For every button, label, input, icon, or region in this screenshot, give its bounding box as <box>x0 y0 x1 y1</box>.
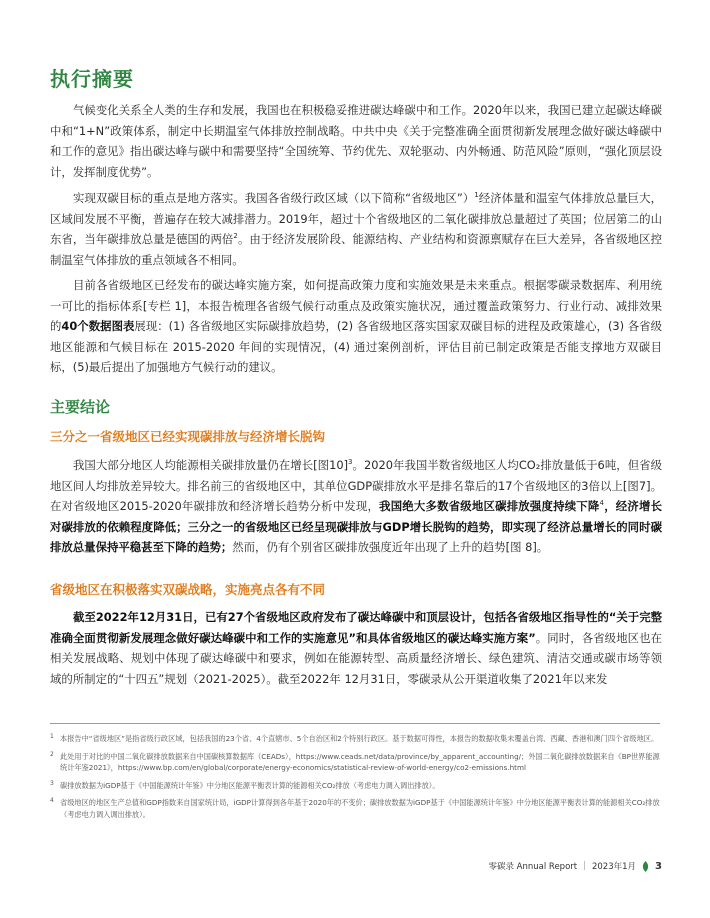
c1-bold-1: 我国绝大多数省级地区碳排放强度持续下降 <box>379 499 600 513</box>
c1-c: 然而，仍有个别省区碳排放强度近年出现了上升的趋势[图 8]。 <box>232 540 549 554</box>
footnote-divider <box>50 723 660 724</box>
c1-a: 我国大部分地区人均能源相关碳排放量仍在增长[图10] <box>73 458 349 472</box>
footnote-3 <box>50 780 660 792</box>
intro-paragraph-1-text: 气候变化关系全人类的生存和发展，我国也在积极稳妥推进碳达峰碳中和工作。2020年以来，我国已建立起碳达峰碳中和“1+N”政策体系，制定中长期温室气体排放控制战略。中共中央《关于完整准确全面贯彻新发展理念做好碳达峰碳中和工作的意见》指出碳达峰与碳中和需要坚持“全国统筹、节约优先、双轮驱动、内外畅通、防范风险”原则，“强化顶层设计，发挥制度优势”。 <box>50 103 662 179</box>
subsection-heading-decoupling: 三分之一省级地区已经实现碳排放与经济增长脱钩 <box>50 429 326 444</box>
footnote-2 <box>50 751 660 774</box>
c2-rest: 。同时，各省级地区也在相关发展战略、规划中体现了碳达峰碳中和要求，例如在能源转型、高质量经济增长、绿色建筑、清洁交通或碳市场等领域的所制定的“十四五”规划（2021-2025）。截至2022年 12月31日，零碳录从公开渠道收集了2021年以来发 <box>50 630 662 686</box>
intro-p2-b: 经济体量和温室气体排放总量巨大，区域间发展不平衡，普遍存在较大减排潜力。2019年，超过十个省级地区的二氧化碳排放总量超过了英国；位居第二的山东省，当年碳排放总量是德国的两倍 <box>50 191 662 246</box>
footer-separator: | <box>583 861 586 871</box>
footnote-text: 此处用于对比的中国二氧化碳排放数据来自中国碳核算数据库（CEADs），https://www.ceads.net/data/province/by_apparent_accounting/；外国二氧化碳排放数据来自《BP世界能源统计年鉴2021》，https://www.bp.com/en/global/corporate/energy-economics/statistical-review-of-world-energy/co2-emissions.html <box>60 751 660 772</box>
footnote-ref-3[interactable]: 3 <box>348 458 353 467</box>
intro-paragraph-1 <box>50 100 662 182</box>
footnotes <box>50 733 660 826</box>
intro-paragraph-3 <box>50 275 662 378</box>
page-title: 执行摘要 <box>50 67 134 91</box>
footnote-number: 2 <box>50 750 54 758</box>
footnote-number: 3 <box>50 779 54 787</box>
footnote-4 <box>50 797 660 820</box>
footnote-ref-2[interactable]: 2 <box>233 232 238 241</box>
footnote-number: 1 <box>50 733 54 740</box>
footnote-ref-4[interactable]: 4 <box>599 499 604 508</box>
conclusion-paragraph-2 <box>50 607 662 689</box>
c1-bold-2: ，经济增长对碳排放的依赖程度降低；三分之一的省级地区已经呈现碳排放与GDP增长脱钩的趋势，即实现了经济总量增长的同时碳排放总量保持平稳甚至下降的趋势； <box>50 499 662 554</box>
footnote-1 <box>50 733 660 745</box>
c2-bold: 截至2022年12月31日，已有27个省级地区政府发布了碳达峰碳中和顶层设计，包括各省级地区指导性的“关于完整准确全面贯彻新发展理念做好碳达峰碳中和工作的实施意见”和具体省级地区的碳达峰实施方案” <box>50 610 662 645</box>
footer-brand: 零碳录 Annual Report <box>488 862 578 872</box>
leaf-icon <box>642 861 649 872</box>
intro-paragraph-2 <box>50 188 662 270</box>
footer-date: 2023年1月 <box>591 862 637 872</box>
footnote-text: 碳排放数据为iGDP基于《中国能源统计年鉴》中分地区能源平衡表计算的能源相关CO₂排放（考虑电力调入调出排放）。 <box>60 780 440 790</box>
intro-p3-bold: 40个数据图表 <box>61 319 135 333</box>
footnote-number: 4 <box>50 797 54 804</box>
footnote-text: 省级地区的地区生产总值和GDP指数来自国家统计局，iGDP计算得到各年基于2020年的不变价；碳排放数据为iGDP基于《中国能源统计年鉴》中分地区能源平衡表计算的能源相关CO₂排放（考虑电力调入调出排放）。 <box>60 798 660 819</box>
page-footer <box>488 860 662 872</box>
intro-p2-c: 。由于经济发展阶段、能源结构、产业结构和资源禀赋存在巨大差异，各省级地区控制温室气体排放的重点领域各不相同。 <box>50 232 662 267</box>
page-number: 3 <box>655 860 662 872</box>
c1-b: 。2020年我国半数省级地区人均CO₂排放量低于6吨，但省级地区间人均排放差异较大。排名前三的省级地区中，其单位GDP碳排放水平是排名靠后的17个省级地区的3倍以上[图7]。在对省级地区2015-2020年碳排放和经济增长趋势分析中发现， <box>50 458 662 513</box>
section-heading-conclusions: 主要结论 <box>50 398 111 416</box>
conclusion-paragraph-1 <box>50 455 662 558</box>
intro-p3-a: 目前各省级地区已经发布的碳达峰实施方案，如何提高政策力度和实施效果是未来重点。根据零碳录数据库、利用统一可比的指标体系[专栏 1]，本报告梳理各省级气候行动重点及政策实施状况，通过覆盖政策努力、行业行动、减排效果的 <box>50 278 662 333</box>
footnote-ref-1[interactable]: 1 <box>474 191 479 200</box>
subsection-heading-implementation: 省级地区在积极落实双碳战略，实施亮点各有不同 <box>50 582 326 597</box>
intro-p3-b: 展现：(1) 各省级地区实际碳排放趋势，(2) 各省级地区落实国家双碳目标的进程及政策雄心，(3) 各省级地区能源和气候目标在 2015-2020 年间的实现情况，(4) 通过案例剖析，评估目前已制定政策是否能支撑地方双碳目标，(5)最后提出了加强地方气候行动的建议。 <box>50 319 662 374</box>
intro-p2-a: 实现双碳目标的重点是地方落实。我国各省级行政区域（以下简称“省级地区”） <box>73 191 475 205</box>
footnote-text: 本报告中“省级地区”是指省级行政区域，包括我国的23个省、4个直辖市、5个自治区和2个特别行政区。基于数据可得性，本报告的数据收集未覆盖台湾、西藏、香港和澳门四个省级地区。 <box>60 734 659 743</box>
